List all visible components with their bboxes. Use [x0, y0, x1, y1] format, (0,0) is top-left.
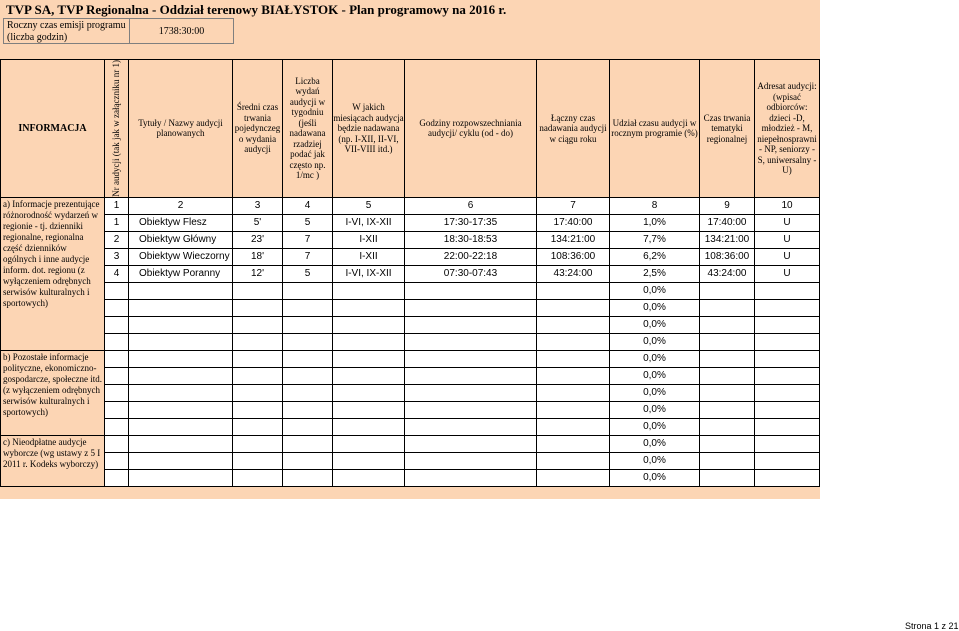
table-cell: 7,7%: [610, 231, 700, 248]
col-header-weekly-count: Liczba wydań audycji w tygodniu (jeśli nadawana rzadziej podać jak często np. 1/mc ): [283, 60, 333, 198]
table-cell: [537, 401, 610, 418]
table-row: [1, 265, 820, 282]
table-cell: [405, 316, 537, 333]
table-row: [1, 333, 820, 350]
table-row: [1, 367, 820, 384]
page-title: TVP SA, TVP Regionalna - Oddział terenowy BIAŁYSTOK - Plan programowy na 2016 r.: [6, 2, 507, 17]
column-number: 8: [610, 197, 700, 214]
table-cell: [755, 418, 820, 435]
section-b-label: b) Pozostałe informacje polityczne, ekonomiczno-gospodarcze, społeczne itd. (z wyłączeniem odrębnych serwisów kulturalnych i sportowych): [1, 350, 105, 435]
table-cell: [755, 333, 820, 350]
table-cell: [405, 401, 537, 418]
table-cell: [405, 333, 537, 350]
table-cell: [333, 367, 405, 384]
table-cell: [405, 418, 537, 435]
table-cell: [700, 401, 755, 418]
table-cell: [333, 316, 405, 333]
page-number: Strona 1 z 21: [905, 621, 959, 631]
table-cell: [233, 435, 283, 452]
table-cell: [105, 384, 129, 401]
column-number-row: [1, 197, 820, 214]
table-cell: [105, 435, 129, 452]
table-cell: Obiektyw Flesz: [129, 214, 233, 231]
table-cell: 18': [233, 248, 283, 265]
table-cell: [333, 384, 405, 401]
table-cell: [283, 282, 333, 299]
table-cell: [333, 401, 405, 418]
table-row: [1, 299, 820, 316]
table-cell: [105, 401, 129, 418]
table-cell: [283, 367, 333, 384]
table-cell: 22:00-22:18: [405, 248, 537, 265]
table-cell: [105, 418, 129, 435]
table-cell: 17:30-17:35: [405, 214, 537, 231]
annual-emission-value: 1738:30:00: [130, 18, 234, 44]
table-row: [1, 401, 820, 418]
table-cell: [283, 299, 333, 316]
table-cell: 0,0%: [610, 469, 700, 486]
table-cell: [333, 452, 405, 469]
table-cell: 1: [105, 214, 129, 231]
table-cell: [283, 384, 333, 401]
table-cell: [755, 452, 820, 469]
nr-audycji-header: Nr audycji (tak jak w załączniku nr 1): [105, 60, 129, 198]
table-cell: [129, 367, 233, 384]
section-a-label: a) Informacje prezentujące różnorodność wydarzeń w regionie - tj. dzienniki regionalne, regionalna część dzienników ogólnych i inne audycje inform. dot. regionu (z wyłączeniem odrębnych serwisów kulturalnych i sportowych): [1, 197, 105, 350]
table-cell: 0,0%: [610, 435, 700, 452]
section-c-label: c) Nieodpłatne audycje wyborcze (wg ustawy z 5 I 2011 r. Kodeks wyborczy): [1, 435, 105, 486]
table-cell: [129, 401, 233, 418]
table-cell: 43:24:00: [537, 265, 610, 282]
table-cell: Obiektyw Poranny: [129, 265, 233, 282]
table-cell: [755, 469, 820, 486]
table-cell: [700, 367, 755, 384]
table-cell: [405, 350, 537, 367]
table-cell: [105, 333, 129, 350]
table-cell: [537, 469, 610, 486]
table-cell: 07:30-07:43: [405, 265, 537, 282]
table-cell: [333, 333, 405, 350]
col-header-audience: Adresat audycji: (wpisać odbiorców: dzieci -D, młodzież - M, niepełnosprawni - NP, seniorzy - S, uniwersalny - U): [755, 60, 820, 198]
table-cell: [700, 469, 755, 486]
col-header-share: Udział czasu audycji w rocznym programie (%): [610, 60, 700, 198]
informacja-header: INFORMACJA: [1, 60, 105, 198]
table-cell: [129, 333, 233, 350]
table-cell: [700, 282, 755, 299]
col-header-avg-duration: Średni czas trwania pojedynczeg o wydania audycji: [233, 60, 283, 198]
table-cell: 0,0%: [610, 384, 700, 401]
table-cell: [233, 350, 283, 367]
table-row: [1, 231, 820, 248]
table-cell: [333, 469, 405, 486]
table-cell: 0,0%: [610, 299, 700, 316]
table-cell: [537, 384, 610, 401]
column-number: 9: [700, 197, 755, 214]
table-cell: 17:40:00: [537, 214, 610, 231]
table-cell: [105, 469, 129, 486]
table-row: [1, 418, 820, 435]
table-row: [1, 350, 820, 367]
table-cell: 108:36:00: [700, 248, 755, 265]
column-number: 3: [233, 197, 283, 214]
table-cell: 0,0%: [610, 333, 700, 350]
table-cell: Obiektyw Główny: [129, 231, 233, 248]
table-cell: 3: [105, 248, 129, 265]
table-cell: U: [755, 265, 820, 282]
table-cell: [283, 316, 333, 333]
table-row: [1, 248, 820, 265]
table-cell: [333, 350, 405, 367]
table-cell: 4: [105, 265, 129, 282]
table-cell: 134:21:00: [700, 231, 755, 248]
table-cell: [700, 316, 755, 333]
column-number: 1: [105, 197, 129, 214]
table-cell: [537, 333, 610, 350]
table-cell: [129, 316, 233, 333]
table-cell: I-XII: [333, 231, 405, 248]
table-cell: [283, 350, 333, 367]
table-cell: [283, 401, 333, 418]
program-plan-table: [0, 59, 820, 487]
table-cell: 1,0%: [610, 214, 700, 231]
table-cell: 5': [233, 214, 283, 231]
table-cell: [283, 333, 333, 350]
table-cell: [755, 401, 820, 418]
table-cell: I-VI, IX-XII: [333, 214, 405, 231]
table-cell: 134:21:00: [537, 231, 610, 248]
table-cell: 12': [233, 265, 283, 282]
table-cell: U: [755, 214, 820, 231]
table-cell: [105, 299, 129, 316]
col-header-total-time: Łączny czas nadawania audycji w ciągu roku: [537, 60, 610, 198]
table-cell: 7: [283, 248, 333, 265]
table-cell: [233, 282, 283, 299]
table-cell: [405, 282, 537, 299]
table-cell: [405, 299, 537, 316]
table-cell: 7: [283, 231, 333, 248]
table-cell: [537, 435, 610, 452]
column-number: 10: [755, 197, 820, 214]
col-header-regional-time: Czas trwania tematyki regionalnej: [700, 60, 755, 198]
table-cell: [105, 316, 129, 333]
table-cell: [700, 299, 755, 316]
table-cell: I-XII: [333, 248, 405, 265]
table-cell: [283, 435, 333, 452]
table-cell: [405, 367, 537, 384]
column-number: 7: [537, 197, 610, 214]
col-header-titles: Tytuły / Nazwy audycji planowanych: [129, 60, 233, 198]
table-cell: [537, 418, 610, 435]
table-cell: [233, 384, 283, 401]
table-cell: [537, 316, 610, 333]
table-cell: [537, 367, 610, 384]
table-cell: [537, 299, 610, 316]
table-cell: [405, 435, 537, 452]
table-cell: [700, 333, 755, 350]
table-cell: 6,2%: [610, 248, 700, 265]
table-cell: [233, 333, 283, 350]
table-cell: [333, 435, 405, 452]
table-cell: [283, 469, 333, 486]
table-cell: I-VI, IX-XII: [333, 265, 405, 282]
table-cell: [105, 282, 129, 299]
table-cell: [129, 384, 233, 401]
col-header-hours: Godziny rozpowszechniania audycji/ cyklu (od - do): [405, 60, 537, 198]
table-cell: [283, 418, 333, 435]
table-cell: [700, 384, 755, 401]
table-cell: 0,0%: [610, 282, 700, 299]
table-cell: 2: [105, 231, 129, 248]
table-cell: [755, 282, 820, 299]
table-cell: [233, 469, 283, 486]
table-cell: 23': [233, 231, 283, 248]
column-number: 5: [333, 197, 405, 214]
table-row: [1, 452, 820, 469]
table-cell: [537, 350, 610, 367]
table-cell: [129, 282, 233, 299]
table-cell: [233, 316, 283, 333]
table-cell: [537, 452, 610, 469]
table-cell: [333, 282, 405, 299]
table-cell: [405, 469, 537, 486]
table-cell: [333, 299, 405, 316]
table-cell: [700, 435, 755, 452]
table-cell: [700, 350, 755, 367]
table-cell: [405, 384, 537, 401]
table-row: [1, 316, 820, 333]
table-cell: 5: [283, 265, 333, 282]
table-row: [1, 384, 820, 401]
table-cell: [700, 418, 755, 435]
table-cell: 0,0%: [610, 316, 700, 333]
column-number: 2: [129, 197, 233, 214]
table-cell: [233, 367, 283, 384]
table-cell: [129, 452, 233, 469]
table-cell: [129, 350, 233, 367]
col-header-months: W jakich miesiącach audycja będzie nadawana (np. I-XII, II-VI, VII-VIII itd.): [333, 60, 405, 198]
table-cell: [129, 418, 233, 435]
table-cell: 0,0%: [610, 452, 700, 469]
table-cell: 0,0%: [610, 350, 700, 367]
table-cell: 5: [283, 214, 333, 231]
column-number: 4: [283, 197, 333, 214]
table-cell: [283, 452, 333, 469]
header-row: [1, 60, 820, 198]
table-cell: [405, 452, 537, 469]
table-cell: [233, 401, 283, 418]
table-cell: [105, 367, 129, 384]
table-row: [1, 435, 820, 452]
table-cell: [129, 435, 233, 452]
table-cell: [129, 299, 233, 316]
table-cell: 18:30-18:53: [405, 231, 537, 248]
table-cell: 0,0%: [610, 401, 700, 418]
table-cell: 0,0%: [610, 367, 700, 384]
table-row: [1, 282, 820, 299]
table-cell: [755, 435, 820, 452]
table-cell: 108:36:00: [537, 248, 610, 265]
table-row: [1, 214, 820, 231]
table-cell: U: [755, 248, 820, 265]
table-cell: [233, 452, 283, 469]
table-cell: [233, 418, 283, 435]
table-cell: [755, 299, 820, 316]
table-cell: [755, 367, 820, 384]
table-cell: U: [755, 231, 820, 248]
table-cell: [333, 418, 405, 435]
table-cell: [537, 282, 610, 299]
table-row: [1, 469, 820, 486]
table-cell: [755, 316, 820, 333]
table-cell: 0,0%: [610, 418, 700, 435]
table-cell: [233, 299, 283, 316]
table-cell: 43:24:00: [700, 265, 755, 282]
table-cell: [105, 350, 129, 367]
table-cell: [755, 350, 820, 367]
table-cell: [129, 469, 233, 486]
annual-emission-label: Roczny czas emisji programu (liczba godzin): [3, 18, 130, 44]
table-cell: [105, 452, 129, 469]
table-cell: [755, 384, 820, 401]
column-number: 6: [405, 197, 537, 214]
table-cell: 2,5%: [610, 265, 700, 282]
table-cell: 17:40:00: [700, 214, 755, 231]
table-cell: [700, 452, 755, 469]
table-cell: Obiektyw Wieczorny: [129, 248, 233, 265]
